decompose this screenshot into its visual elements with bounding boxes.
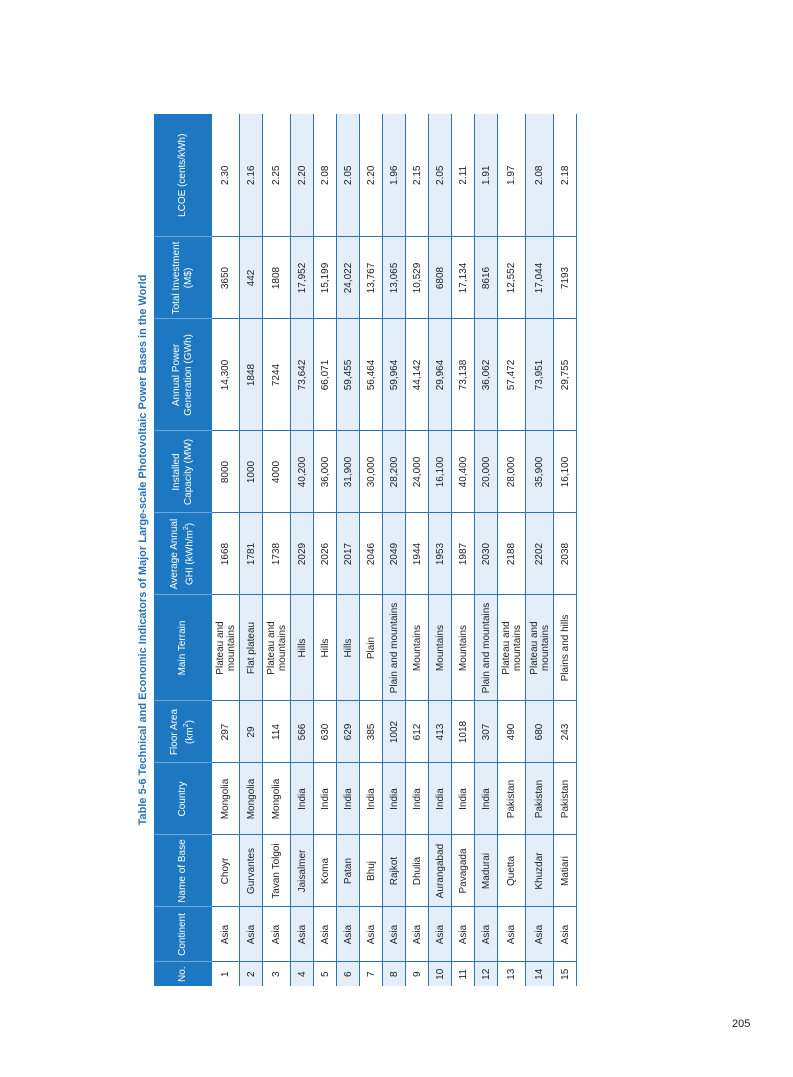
- cell-name: Pavagada: [452, 835, 475, 907]
- cell-name: Matiari: [554, 835, 577, 907]
- cell-country: India: [383, 763, 406, 835]
- cell-generation: 66,071: [314, 319, 337, 431]
- cell-generation: 29,964: [429, 319, 452, 431]
- table-row: [526, 114, 554, 986]
- header-country: Country: [154, 763, 212, 835]
- table-row: [475, 114, 498, 986]
- cell-area: 680: [526, 701, 554, 763]
- cell-continent: Asia: [526, 907, 554, 962]
- cell-investment: 3650: [212, 237, 240, 319]
- cell-no: 7: [360, 962, 383, 986]
- cell-continent: Asia: [406, 907, 429, 962]
- cell-area: 297: [212, 701, 240, 763]
- cell-no: 8: [383, 962, 406, 986]
- cell-generation: 36,062: [475, 319, 498, 431]
- table-caption: Table 5-6 Technical and Economic Indicators of Major Large-scale Photovoltaic Power Bases in the World: [137, 274, 149, 826]
- cell-no: 9: [406, 962, 429, 986]
- cell-no: 13: [498, 962, 526, 986]
- cell-country: India: [475, 763, 498, 835]
- cell-ghi: 1781: [240, 513, 263, 595]
- header-capacity: Installed Capacity (MW): [154, 431, 212, 513]
- cell-lcoe: 2.08: [314, 114, 337, 237]
- header-floor-area-end: ): [184, 720, 196, 724]
- cell-capacity: 40,200: [291, 431, 314, 513]
- cell-continent: Asia: [314, 907, 337, 962]
- cell-capacity: 20,000: [475, 431, 498, 513]
- header-row: [154, 114, 212, 986]
- cell-country: India: [429, 763, 452, 835]
- cell-area: 1018: [452, 701, 475, 763]
- cell-name: Choyr: [212, 835, 240, 907]
- cell-area: 490: [498, 701, 526, 763]
- cell-continent: Asia: [240, 907, 263, 962]
- cell-ghi: 2017: [337, 513, 360, 595]
- cell-investment: 442: [240, 237, 263, 319]
- cell-name: Rajkot: [383, 835, 406, 907]
- cell-generation: 7244: [263, 319, 291, 431]
- cell-investment: 15,199: [314, 237, 337, 319]
- cell-continent: Asia: [452, 907, 475, 962]
- cell-terrain: Hills: [291, 595, 314, 701]
- cell-capacity: 31,900: [337, 431, 360, 513]
- cell-area: 612: [406, 701, 429, 763]
- cell-area: 243: [554, 701, 577, 763]
- cell-generation: 56,464: [360, 319, 383, 431]
- rotated-table-block: [132, 114, 677, 986]
- cell-name: Gurvantes: [240, 835, 263, 907]
- header-name: Name of Base: [154, 835, 212, 907]
- cell-capacity: 24,000: [406, 431, 429, 513]
- cell-country: Mongolia: [240, 763, 263, 835]
- cell-no: 2: [240, 962, 263, 986]
- cell-terrain: Plateau and mountains: [498, 595, 526, 701]
- cell-terrain: Hills: [337, 595, 360, 701]
- cell-terrain: Plain: [360, 595, 383, 701]
- cell-capacity: 16,100: [429, 431, 452, 513]
- header-floor-area-sup: 2: [183, 723, 191, 728]
- cell-name: Tavan Tolgoi: [263, 835, 291, 907]
- cell-continent: Asia: [429, 907, 452, 962]
- cell-name: Dhulia: [406, 835, 429, 907]
- cell-country: India: [337, 763, 360, 835]
- cell-generation: 1848: [240, 319, 263, 431]
- cell-country: India: [452, 763, 475, 835]
- cell-continent: Asia: [337, 907, 360, 962]
- cell-capacity: 28,200: [383, 431, 406, 513]
- cell-capacity: 1000: [240, 431, 263, 513]
- cell-generation: 29,755: [554, 319, 577, 431]
- cell-no: 11: [452, 962, 475, 986]
- cell-area: 385: [360, 701, 383, 763]
- cell-capacity: 35,900: [526, 431, 554, 513]
- cell-terrain: Plateau and mountains: [526, 595, 554, 701]
- cell-name: Bhuj: [360, 835, 383, 907]
- cell-no: 12: [475, 962, 498, 986]
- cell-investment: 6808: [429, 237, 452, 319]
- cell-area: 307: [475, 701, 498, 763]
- cell-ghi: 1738: [263, 513, 291, 595]
- cell-continent: Asia: [554, 907, 577, 962]
- header-lcoe: LCOE (cents/kWh): [154, 114, 212, 237]
- cell-no: 15: [554, 962, 577, 986]
- table-row: [429, 114, 452, 986]
- data-table: [154, 114, 577, 986]
- cell-ghi: 2049: [383, 513, 406, 595]
- cell-ghi: 2202: [526, 513, 554, 595]
- cell-generation: 14,300: [212, 319, 240, 431]
- cell-capacity: 8000: [212, 431, 240, 513]
- header-floor-area-text: Floor Area (km: [169, 708, 196, 756]
- cell-continent: Asia: [383, 907, 406, 962]
- cell-terrain: Plain and mountains: [383, 595, 406, 701]
- cell-country: Mongolia: [263, 763, 291, 835]
- cell-generation: 57,472: [498, 319, 526, 431]
- table-row: [240, 114, 263, 986]
- cell-terrain: Plateau and mountains: [263, 595, 291, 701]
- cell-country: India: [291, 763, 314, 835]
- cell-capacity: 4000: [263, 431, 291, 513]
- cell-no: 3: [263, 962, 291, 986]
- cell-lcoe: 2.11: [452, 114, 475, 237]
- cell-investment: 7193: [554, 237, 577, 319]
- cell-investment: 17,134: [452, 237, 475, 319]
- table-row: [498, 114, 526, 986]
- cell-name: Khuzdar: [526, 835, 554, 907]
- table-row: [263, 114, 291, 986]
- cell-investment: 1808: [263, 237, 291, 319]
- cell-area: 114: [263, 701, 291, 763]
- cell-ghi: 2026: [314, 513, 337, 595]
- cell-terrain: Flat plateau: [240, 595, 263, 701]
- cell-investment: 10,529: [406, 237, 429, 319]
- cell-no: 14: [526, 962, 554, 986]
- cell-ghi: 2029: [291, 513, 314, 595]
- cell-country: India: [406, 763, 429, 835]
- cell-lcoe: 2.18: [554, 114, 577, 237]
- cell-capacity: 16,100: [554, 431, 577, 513]
- cell-area: 29: [240, 701, 263, 763]
- cell-ghi: 2030: [475, 513, 498, 595]
- cell-lcoe: 2.16: [240, 114, 263, 237]
- cell-generation: 44,142: [406, 319, 429, 431]
- cell-lcoe: 2.15: [406, 114, 429, 237]
- header-floor-area: [154, 701, 212, 763]
- header-investment: Total Investment (M$): [154, 237, 212, 319]
- cell-country: India: [314, 763, 337, 835]
- table-row: [452, 114, 475, 986]
- cell-ghi: 2038: [554, 513, 577, 595]
- cell-generation: 73,138: [452, 319, 475, 431]
- cell-area: 413: [429, 701, 452, 763]
- cell-generation: 73,642: [291, 319, 314, 431]
- header-ghi-text: Average Annual GHI (kWh/m: [169, 518, 196, 590]
- cell-no: 4: [291, 962, 314, 986]
- cell-continent: Asia: [475, 907, 498, 962]
- cell-lcoe: 1.91: [475, 114, 498, 237]
- cell-terrain: Mountains: [406, 595, 429, 701]
- cell-investment: 13,065: [383, 237, 406, 319]
- cell-ghi: 1987: [452, 513, 475, 595]
- cell-terrain: Plains and hills: [554, 595, 577, 701]
- header-ghi: [154, 513, 212, 595]
- cell-country: Pakistan: [554, 763, 577, 835]
- cell-continent: Asia: [212, 907, 240, 962]
- cell-lcoe: 2.05: [337, 114, 360, 237]
- cell-name: Quetta: [498, 835, 526, 907]
- cell-terrain: Mountains: [452, 595, 475, 701]
- cell-ghi: 1668: [212, 513, 240, 595]
- cell-generation: 59,455: [337, 319, 360, 431]
- cell-name: Patan: [337, 835, 360, 907]
- table-row: [212, 114, 240, 986]
- cell-country: Pakistan: [498, 763, 526, 835]
- cell-ghi: 2046: [360, 513, 383, 595]
- cell-lcoe: 2.20: [360, 114, 383, 237]
- cell-generation: 59,964: [383, 319, 406, 431]
- cell-lcoe: 2.20: [291, 114, 314, 237]
- cell-investment: 17,044: [526, 237, 554, 319]
- cell-area: 629: [337, 701, 360, 763]
- cell-country: Pakistan: [526, 763, 554, 835]
- cell-continent: Asia: [498, 907, 526, 962]
- cell-name: Madurai: [475, 835, 498, 907]
- page-number: 205: [732, 1018, 751, 1030]
- cell-name: Aurangabad: [429, 835, 452, 907]
- table-row: [314, 114, 337, 986]
- cell-continent: Asia: [360, 907, 383, 962]
- cell-no: 10: [429, 962, 452, 986]
- cell-name: Koma: [314, 835, 337, 907]
- cell-lcoe: 1.96: [383, 114, 406, 237]
- header-ghi-end: ): [184, 522, 196, 527]
- cell-no: 6: [337, 962, 360, 986]
- cell-lcoe: 2.30: [212, 114, 240, 237]
- cell-investment: 17,952: [291, 237, 314, 319]
- cell-capacity: 36,000: [314, 431, 337, 513]
- cell-investment: 24,022: [337, 237, 360, 319]
- header-continent: Continent: [154, 907, 212, 962]
- cell-lcoe: 2.08: [526, 114, 554, 237]
- cell-no: 5: [314, 962, 337, 986]
- cell-lcoe: 2.25: [263, 114, 291, 237]
- cell-area: 630: [314, 701, 337, 763]
- cell-investment: 8616: [475, 237, 498, 319]
- cell-ghi: 2188: [498, 513, 526, 595]
- table-row: [383, 114, 406, 986]
- table-body: [212, 114, 577, 986]
- cell-generation: 73,951: [526, 319, 554, 431]
- header-generation: Annual Power Generation (GWh): [154, 319, 212, 431]
- cell-country: Mongolia: [212, 763, 240, 835]
- table-row: [554, 114, 577, 986]
- cell-area: 1002: [383, 701, 406, 763]
- table-row: [360, 114, 383, 986]
- cell-lcoe: 2.05: [429, 114, 452, 237]
- header-no: No.: [154, 962, 212, 986]
- cell-lcoe: 1.97: [498, 114, 526, 237]
- cell-capacity: 40,400: [452, 431, 475, 513]
- header-ghi-sup: 2: [183, 526, 191, 531]
- cell-continent: Asia: [263, 907, 291, 962]
- cell-capacity: 28,000: [498, 431, 526, 513]
- cell-terrain: Plateau and mountains: [212, 595, 240, 701]
- cell-terrain: Mountains: [429, 595, 452, 701]
- table-row: [291, 114, 314, 986]
- table-row: [406, 114, 429, 986]
- cell-ghi: 1944: [406, 513, 429, 595]
- cell-ghi: 1953: [429, 513, 452, 595]
- cell-investment: 12,552: [498, 237, 526, 319]
- cell-continent: Asia: [291, 907, 314, 962]
- cell-investment: 13,767: [360, 237, 383, 319]
- cell-country: India: [360, 763, 383, 835]
- cell-terrain: Plain and mountains: [475, 595, 498, 701]
- cell-no: 1: [212, 962, 240, 986]
- cell-capacity: 30,000: [360, 431, 383, 513]
- cell-name: Jaisalmer: [291, 835, 314, 907]
- header-terrain: Main Terrain: [154, 595, 212, 701]
- cell-terrain: Hills: [314, 595, 337, 701]
- table-row: [337, 114, 360, 986]
- cell-area: 566: [291, 701, 314, 763]
